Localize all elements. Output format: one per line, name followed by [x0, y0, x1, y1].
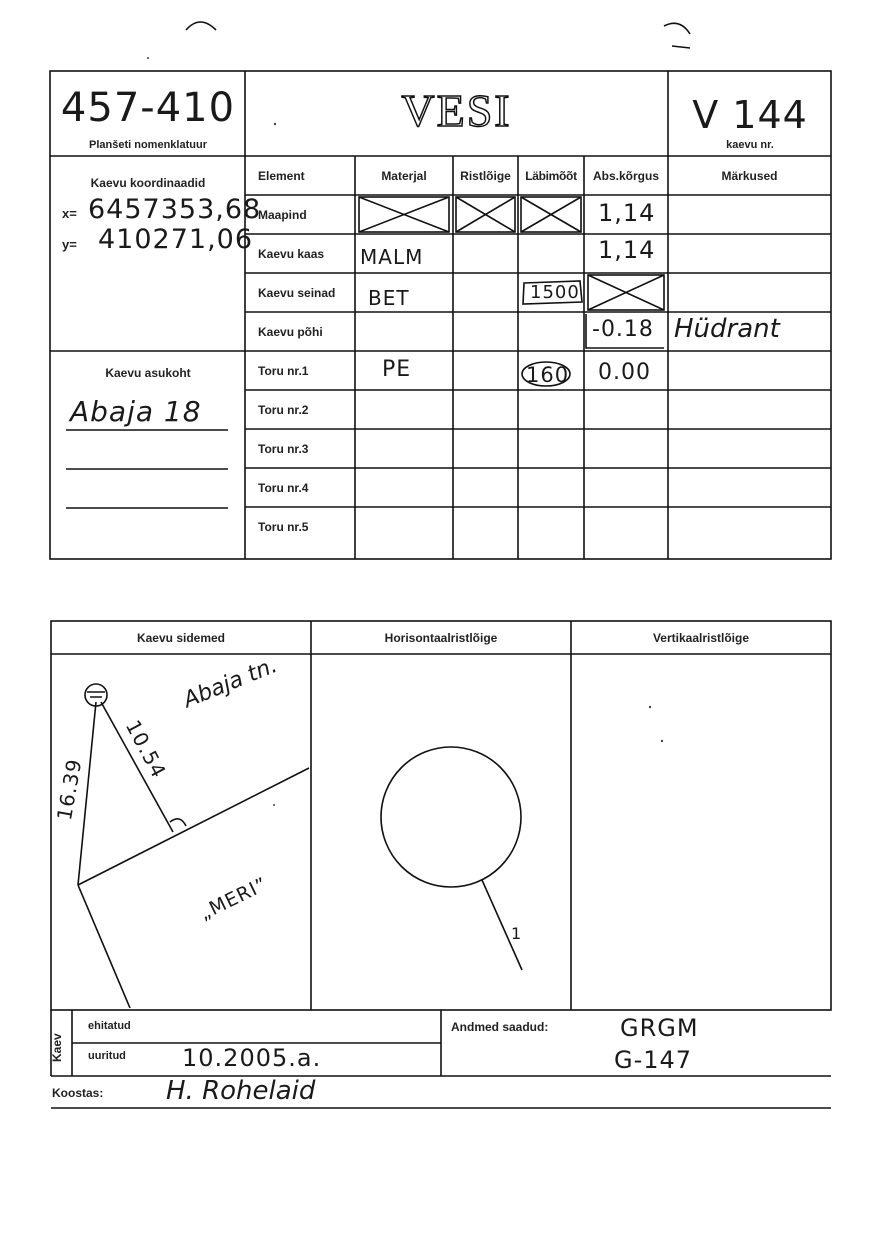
toru1-abs: 0.00 [598, 360, 651, 385]
location-label: Kaevu asukoht [105, 366, 191, 380]
x-coordinate: 6457353,68 [88, 194, 262, 225]
kaev-label: Kaev [50, 1033, 64, 1062]
header-element: Element [258, 169, 305, 183]
row-label: Toru nr.3 [258, 442, 309, 456]
pohi-abs: -0.18 [592, 317, 654, 342]
ehitatud-label: ehitatud [88, 1020, 131, 1032]
uuritud-value: 10.2005.a. [182, 1044, 322, 1072]
page-title: VESI [401, 85, 512, 136]
sketch-header-horizontal: Horisontaalristlõige [384, 631, 498, 645]
location-value: Abaja 18 [70, 395, 202, 428]
header-abs-korgus: Abs.kõrgus [592, 169, 659, 183]
row-label: Kaevu seinad [258, 286, 336, 300]
row-label: Toru nr.1 [258, 364, 309, 378]
x-prefix: x= [62, 206, 77, 221]
koostas-value: H. Rohelaid [166, 1076, 316, 1106]
header-labimoot: Läbimõõt [525, 169, 577, 183]
pipe-label: 1 [511, 924, 523, 943]
sheet-number: 457-410 [60, 85, 236, 131]
y-prefix: y= [62, 237, 77, 252]
row-label: Toru nr.5 [258, 520, 309, 534]
header-markused: Märkused [721, 169, 778, 183]
sheet-label: Planšeti nomenklatuur [89, 139, 207, 151]
sea-label: „MERI” [196, 873, 272, 925]
row-label: Kaevu kaas [258, 247, 325, 261]
pohi-markused: Hüdrant [674, 314, 780, 344]
toru1-materjal: PE [382, 357, 412, 382]
header-ristloige: Ristlõige [460, 169, 511, 183]
row-label: Maapind [258, 208, 307, 222]
kaas-materjal: MALM [360, 245, 424, 269]
toru1-labimoot: 160 [526, 363, 570, 387]
distance-label: 10.54 [120, 716, 172, 783]
sketch-header-vertical: Vertikaalristlõige [652, 631, 750, 645]
kaas-abs: 1,14 [598, 236, 656, 264]
row-label: Toru nr.4 [258, 481, 309, 495]
seinad-labimoot: 1500 [530, 282, 580, 303]
andmed-label: Andmed saadud: [451, 1020, 549, 1034]
seinad-materjal: BET [368, 286, 410, 310]
street-label: Abaja tn. [180, 653, 281, 714]
maapind-abs: 1,14 [598, 199, 656, 227]
well-number-label: kaevu nr. [726, 139, 774, 151]
coordinates-label: Kaevu koordinaadid [90, 176, 206, 190]
koostas-label: Koostas: [52, 1086, 104, 1100]
well-number: V 144 [692, 93, 808, 137]
row-label: Toru nr.2 [258, 403, 309, 417]
uuritud-label: uuritud [88, 1050, 126, 1062]
andmed-value: G-147 [614, 1046, 693, 1074]
sketch-header-ties: Kaevu sidemed [136, 631, 226, 645]
y-coordinate: 410271,06 [98, 224, 254, 255]
row-label: Kaevu põhi [258, 325, 323, 339]
distance-label: 16.39 [52, 756, 87, 823]
header-materjal: Materjal [381, 169, 427, 183]
andmed-value: GRGM [620, 1014, 699, 1042]
